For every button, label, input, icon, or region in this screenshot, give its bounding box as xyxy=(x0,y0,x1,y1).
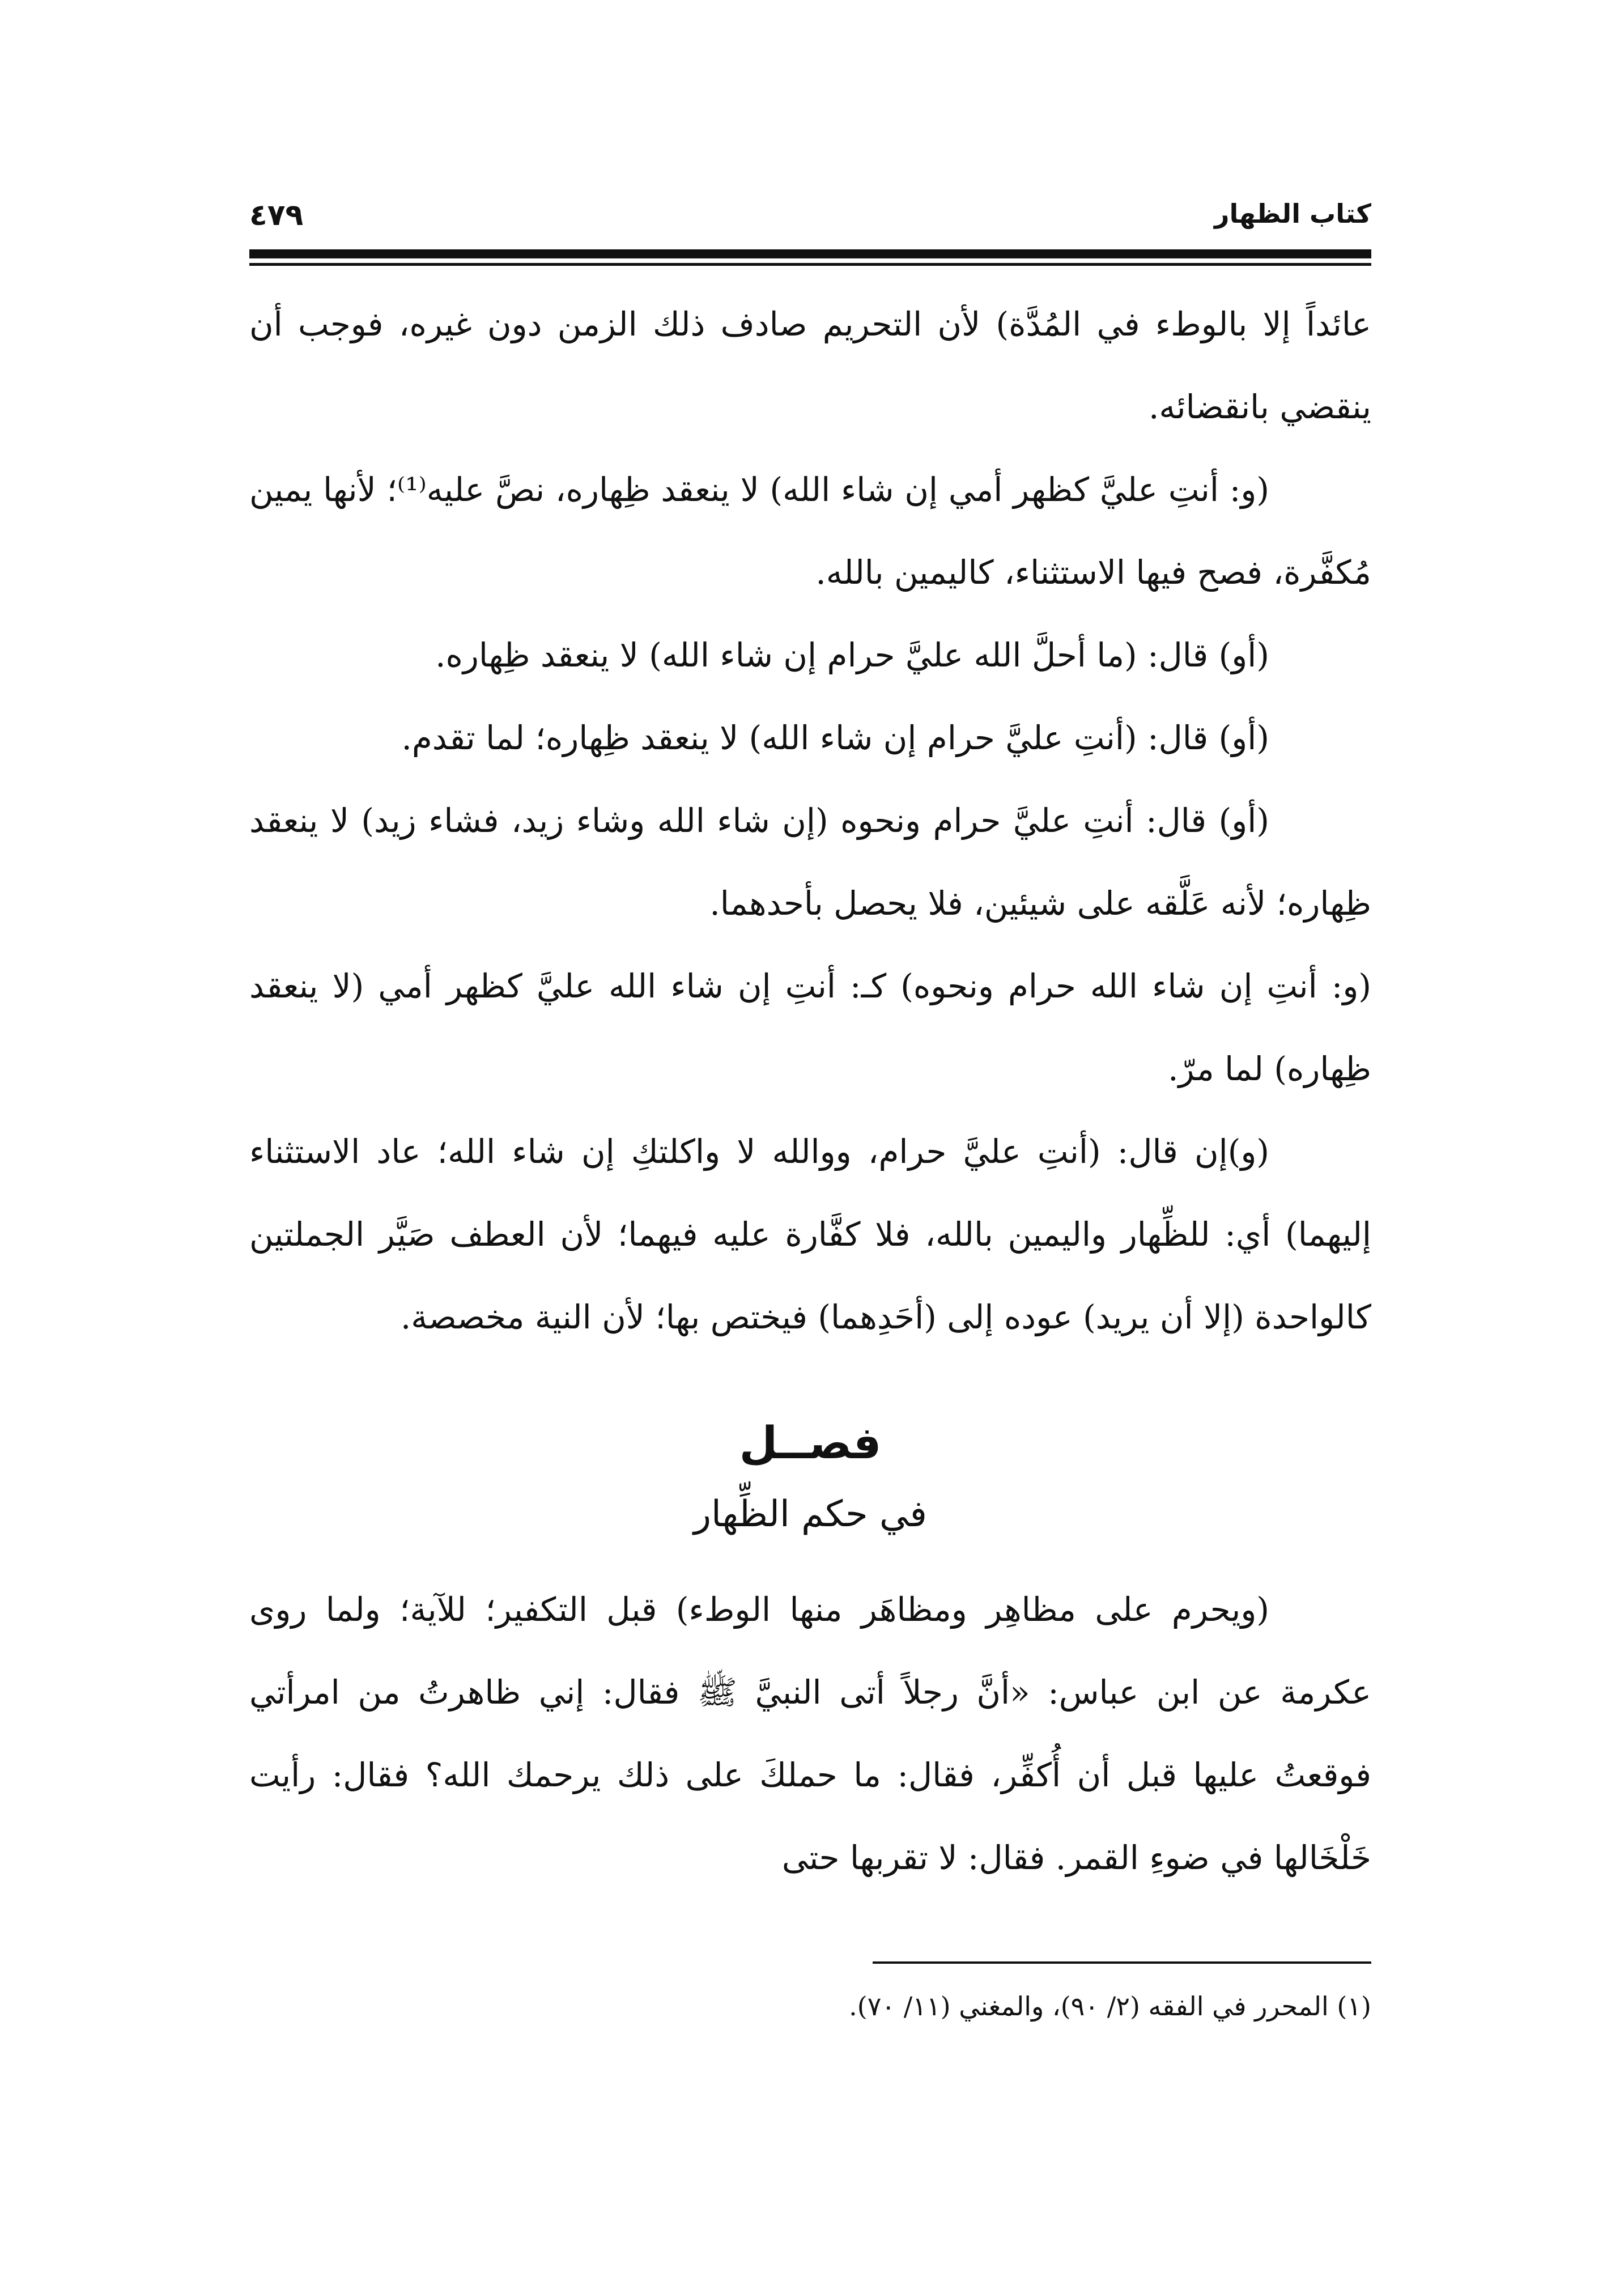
paragraph-7: (و)إن قال: (أنتِ عليَّ حرام، ووالله لا واكلتكِ إن شاء الله؛ عاد الاستثناء إليهما) أي: للظِّهار واليمين بالله، فلا كفَّارة عليه فيهما؛ لأن العطف صَيَّر الجملتين كالواحدة (إلا أن يريد) عوده إلى (أحَدِهما) فيختص بها؛ لأن النية مخصصة. xyxy=(249,1132,1371,1336)
chapter-title: كتاب الظهار xyxy=(1214,198,1371,229)
footnote-1: (١) المحرر في الفقه (٢/ ٩٠)، والمغني (١١/ ٧٠). xyxy=(849,1991,1371,2022)
footnote-separator xyxy=(873,1961,1371,1964)
main-text xyxy=(249,283,1371,1358)
page-number: ٤٧٩ xyxy=(249,198,304,232)
header-rule-thin xyxy=(249,263,1371,266)
book-page xyxy=(249,187,1371,2171)
paragraph-4: (أو) قال: (أنتِ عليَّ حرام إن شاء الله) لا ينعقد ظِهاره؛ لما تقدم. xyxy=(401,719,1269,757)
section-paragraph-1: (ويحرم على مظاهِر ومظاهَر منها الوطء) قبل التكفير؛ للآية؛ ولما روى عكرمة عن ابن عباس: «أنَّ رجلاً أتى النبيَّ ﷺ فقال: إني ظاهرتُ من امرأتي فوقعتُ عليها قبل أن أُكفِّر، فقال: ما حملكَ على ذلك يرحمك الله؟ فقال: رأيت خَلْخَالها في ضوءِ القمر. فقال: لا تقربها حتى xyxy=(249,1590,1371,1877)
paragraph-2: (و: أنتِ عليَّ كظهر أمي إن شاء الله) لا ينعقد ظِهاره، نصَّ عليه⁽¹⁾؛ لأنها يمين مُكفَّرة، فصح فيها الاستثناء، كاليمين بالله. xyxy=(249,470,1371,592)
section-title: فصــل xyxy=(739,1418,882,1469)
paragraph-1: عائداً إلا بالوطء في المُدَّة) لأن التحريم صادف ذلك الزمن دون غيره، فوجب أن ينقضي بانقضائه. xyxy=(249,305,1371,426)
header-rule-thick xyxy=(249,249,1371,258)
section-text xyxy=(249,1568,1371,1899)
paragraph-5: (أو) قال: أنتِ عليَّ حرام ونحوه (إن شاء الله وشاء زيد، فشاء زيد) لا ينعقد ظِهاره؛ لأنه عَلَّقه على شيئين، فلا يحصل بأحدهما. xyxy=(249,801,1371,923)
paragraph-6: (و: أنتِ إن شاء الله حرام ونحوه) كـ: أنتِ إن شاء الله عليَّ كظهر أمي (لا ينعقد ظِهاره) لما مرّ. xyxy=(249,967,1371,1088)
section-heading xyxy=(249,1409,1371,1551)
running-header xyxy=(249,187,1371,249)
section-subtitle: في حكم الظِّهار xyxy=(694,1493,927,1535)
paragraph-3: (أو) قال: (ما أحلَّ الله عليَّ حرام إن شاء الله) لا ينعقد ظِهاره. xyxy=(435,636,1269,674)
